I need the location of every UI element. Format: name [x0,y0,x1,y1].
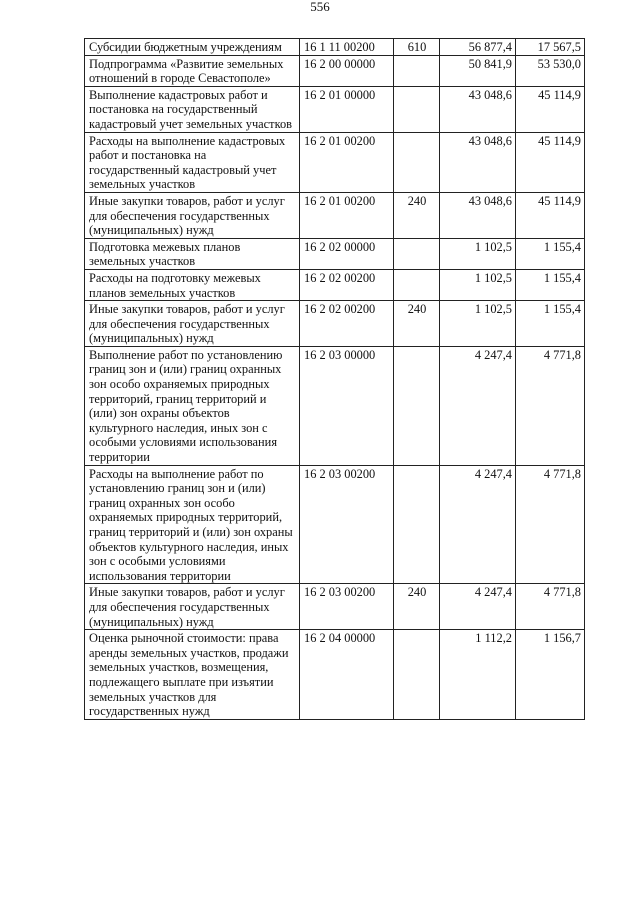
row-value-2-cell: 4 771,8 [516,346,585,465]
row-expense-type-cell [394,86,440,132]
row-value-1-cell: 43 048,6 [440,132,516,192]
row-code-cell: 16 2 01 00200 [300,192,394,238]
row-expense-type-cell [394,269,440,300]
row-code-cell: 16 2 03 00200 [300,584,394,630]
row-value-1-cell: 1 102,5 [440,301,516,347]
row-code-cell: 16 2 02 00200 [300,269,394,300]
row-expense-type-cell: 240 [394,584,440,630]
row-value-2-cell: 4 771,8 [516,584,585,630]
row-code-cell: 16 2 00 00000 [300,55,394,86]
row-name-cell: Иные закупки товаров, работ и услуг для обеспечения государственных (муниципальных) нужд [85,192,300,238]
row-value-2-cell: 1 155,4 [516,269,585,300]
row-value-1-cell: 56 877,4 [440,39,516,56]
row-name-cell: Субсидии бюджетным учреждениям [85,39,300,56]
row-code-cell: 16 2 03 00000 [300,346,394,465]
table-row [85,55,585,86]
row-value-2-cell: 45 114,9 [516,132,585,192]
page-number: 556 [310,0,330,14]
row-name-cell: Оценка рыночной стоимости: права аренды земельных участков, продажи земельных участков, возмещения, подлежащего выплате при изъятии земельных участков для государственных нужд [85,630,300,720]
table-row [85,192,585,238]
table-row [85,346,585,465]
row-value-2-cell: 4 771,8 [516,465,585,584]
row-value-1-cell: 1 102,5 [440,238,516,269]
row-expense-type-cell [394,55,440,86]
row-expense-type-cell [394,132,440,192]
row-expense-type-cell: 240 [394,192,440,238]
row-code-cell: 16 2 02 00200 [300,301,394,347]
row-name-cell: Выполнение кадастровых работ и постановка на государственный кадастровый учет земельных участков [85,86,300,132]
table-row [85,238,585,269]
table-row [85,269,585,300]
row-name-cell: Подготовка межевых планов земельных участков [85,238,300,269]
row-value-2-cell: 45 114,9 [516,192,585,238]
row-name-cell: Расходы на выполнение кадастровых работ и постановка на государственный кадастровый учет земельных участков [85,132,300,192]
row-value-1-cell: 4 247,4 [440,465,516,584]
row-value-1-cell: 4 247,4 [440,346,516,465]
row-value-1-cell: 1 112,2 [440,630,516,720]
row-code-cell: 16 2 01 00200 [300,132,394,192]
row-value-2-cell: 1 156,7 [516,630,585,720]
row-code-cell: 16 1 11 00200 [300,39,394,56]
row-value-1-cell: 50 841,9 [440,55,516,86]
row-value-2-cell: 53 530,0 [516,55,585,86]
row-code-cell: 16 2 01 00000 [300,86,394,132]
table-row [85,584,585,630]
budget-table-body [85,39,585,720]
row-code-cell: 16 2 04 00000 [300,630,394,720]
table-row [85,132,585,192]
row-expense-type-cell: 240 [394,301,440,347]
row-expense-type-cell [394,238,440,269]
row-value-1-cell: 1 102,5 [440,269,516,300]
table-row [85,86,585,132]
row-value-2-cell: 1 155,4 [516,238,585,269]
row-name-cell: Подпрограмма «Развитие земельных отношений в городе Севастополе» [85,55,300,86]
row-expense-type-cell [394,465,440,584]
row-expense-type-cell [394,630,440,720]
row-value-1-cell: 4 247,4 [440,584,516,630]
table-row [85,465,585,584]
row-value-2-cell: 1 155,4 [516,301,585,347]
row-name-cell: Иные закупки товаров, работ и услуг для обеспечения государственных (муниципальных) нужд [85,301,300,347]
row-name-cell: Иные закупки товаров, работ и услуг для обеспечения государственных (муниципальных) нужд [85,584,300,630]
row-expense-type-cell [394,346,440,465]
row-value-2-cell: 17 567,5 [516,39,585,56]
row-code-cell: 16 2 02 00000 [300,238,394,269]
row-value-2-cell: 45 114,9 [516,86,585,132]
row-name-cell: Выполнение работ по установлению границ зон и (или) границ охранных зон особо охраняемых природных территорий, границ территорий и (или) зон охраны объектов культурного наследия, иных зон с особыми условиями использования территории [85,346,300,465]
budget-table [84,38,585,720]
row-value-1-cell: 43 048,6 [440,192,516,238]
row-code-cell: 16 2 03 00200 [300,465,394,584]
table-row [85,630,585,720]
row-name-cell: Расходы на выполнение работ по установлению границ зон и (или) границ охранных зон особо охраняемых природных территорий, границ территорий и (или) зон охраны объектов культурного наследия, иных зон с особыми условиями использования территории [85,465,300,584]
row-value-1-cell: 43 048,6 [440,86,516,132]
table-row [85,301,585,347]
row-expense-type-cell: 610 [394,39,440,56]
table-row [85,39,585,56]
row-name-cell: Расходы на подготовку межевых планов земельных участков [85,269,300,300]
